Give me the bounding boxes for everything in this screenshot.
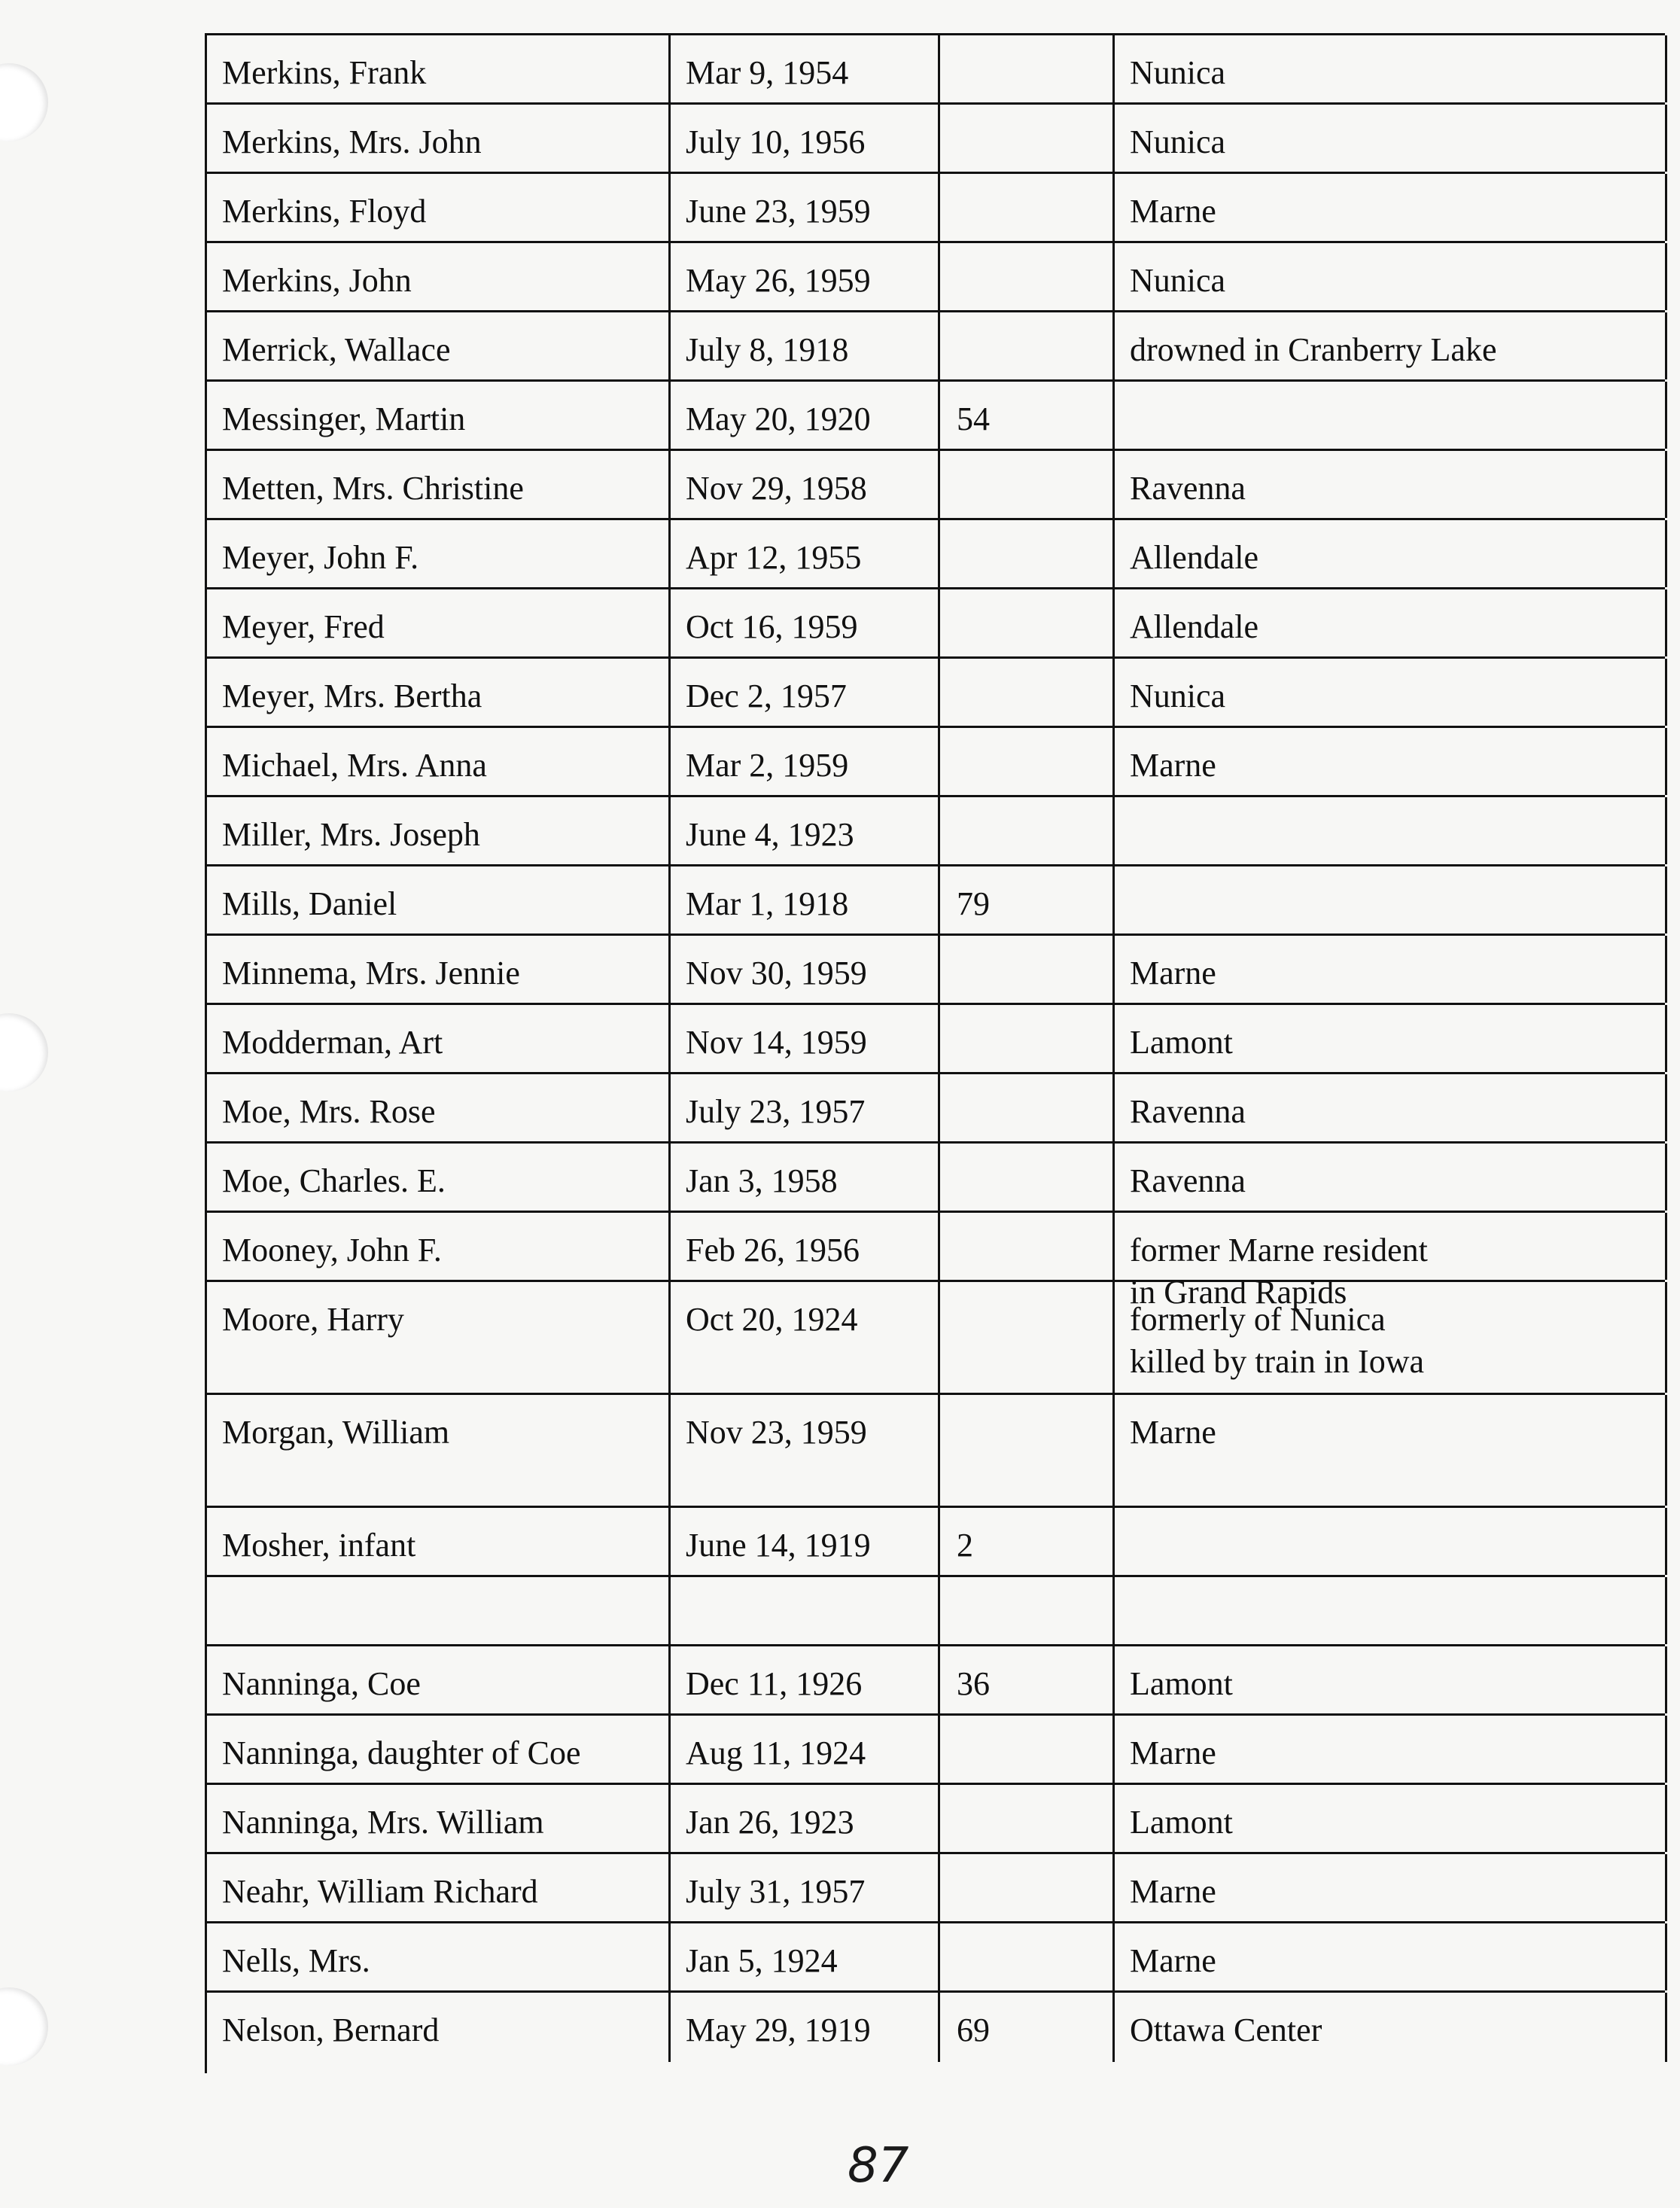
date-cell: June 23, 1959 [671,174,940,241]
table-row [207,866,1665,936]
table-row [207,936,1665,1005]
table-row [207,1577,1665,1646]
table-row [207,659,1665,728]
punch-hole-bottom [0,1987,48,2066]
place-cell: drowned in Cranberry Lake [1115,312,1667,379]
name-cell: Minnema, Mrs. Jennie [207,936,671,1003]
table-row [207,589,1665,659]
obituary-table [205,33,1665,2073]
place-cell: Marne [1115,1854,1667,1921]
date-cell: May 26, 1959 [671,243,940,310]
place-cell: Marne [1115,1923,1667,1990]
age-cell [940,1144,1115,1211]
age-cell: 69 [940,1993,1115,2062]
name-cell: Miller, Mrs. Joseph [207,797,671,864]
place-cell: Nunica [1115,35,1667,102]
age-cell [940,35,1115,102]
place-cell: Ravenna [1115,1144,1667,1211]
place-cell: Nunica [1115,659,1667,726]
table-row [207,1508,1665,1577]
date-cell: Jan 5, 1924 [671,1923,940,1990]
date-cell: June 14, 1919 [671,1508,940,1575]
date-cell: July 10, 1956 [671,105,940,172]
age-cell [940,728,1115,795]
name-cell: Nells, Mrs. [207,1923,671,1990]
age-cell [940,1395,1115,1506]
date-cell: Jan 26, 1923 [671,1785,940,1852]
age-cell [940,1923,1115,1990]
name-cell: Morgan, William [207,1395,671,1506]
name-cell: Nanninga, Mrs. William [207,1785,671,1852]
date-cell: May 29, 1919 [671,1993,940,2062]
name-cell: Michael, Mrs. Anna [207,728,671,795]
date-cell: Nov 30, 1959 [671,936,940,1003]
date-cell: Nov 29, 1958 [671,451,940,518]
date-cell: June 4, 1923 [671,797,940,864]
table-row [207,35,1665,105]
place-cell [1115,797,1667,864]
table-row [207,1646,1665,1716]
age-cell [940,105,1115,172]
place-cell: Ravenna [1115,451,1667,518]
place-cell [1115,1577,1667,1644]
table-row [207,382,1665,451]
table-row [207,1923,1665,1993]
name-cell: Meyer, John F. [207,520,671,587]
age-cell: 2 [940,1508,1115,1575]
age-cell [940,1282,1115,1393]
age-cell [940,451,1115,518]
table-row [207,1213,1665,1311]
date-cell: Nov 14, 1959 [671,1005,940,1072]
age-cell [940,1005,1115,1072]
table-row [207,520,1665,589]
date-cell: Mar 1, 1918 [671,866,940,933]
table-row [207,1074,1665,1144]
name-cell: Neahr, William Richard [207,1854,671,1921]
age-cell [940,936,1115,1003]
page-number: 87 [848,2138,909,2194]
name-cell: Mills, Daniel [207,866,671,933]
age-cell [940,1854,1115,1921]
date-cell: May 20, 1920 [671,382,940,449]
place-cell: former Marne resident in Grand Rapids [1115,1213,1667,1280]
age-cell: 36 [940,1646,1115,1713]
date-cell: July 23, 1957 [671,1074,940,1141]
table-row [207,1005,1665,1074]
name-cell: Metten, Mrs. Christine [207,451,671,518]
date-cell: Mar 9, 1954 [671,35,940,102]
place-cell: Allendale [1115,589,1667,656]
place-cell: Nunica [1115,243,1667,310]
age-cell [940,520,1115,587]
place-cell: formerly of Nunica killed by train in Iowa [1115,1282,1667,1393]
place-cell: Allendale [1115,520,1667,587]
age-cell [940,797,1115,864]
place-cell: Ottawa Center [1115,1993,1667,2062]
place-cell [1115,382,1667,449]
name-cell: Moe, Mrs. Rose [207,1074,671,1141]
place-cell: Nunica [1115,105,1667,172]
table-row [207,312,1665,382]
name-cell: Moe, Charles. E. [207,1144,671,1211]
place-cell: Marne [1115,1395,1667,1506]
place-cell [1115,866,1667,933]
age-cell [940,243,1115,310]
name-cell: Meyer, Fred [207,589,671,656]
place-cell [1115,1508,1667,1575]
place-cell: Ravenna [1115,1074,1667,1141]
table-row [207,797,1665,866]
date-cell: Oct 16, 1959 [671,589,940,656]
place-cell: Lamont [1115,1005,1667,1072]
date-cell: Dec 11, 1926 [671,1646,940,1713]
age-cell [940,1074,1115,1141]
table-row [207,1395,1665,1508]
date-cell: Oct 20, 1924 [671,1282,940,1393]
age-cell [940,312,1115,379]
place-cell: Lamont [1115,1785,1667,1852]
age-cell [940,659,1115,726]
name-cell: Nanninga, Coe [207,1646,671,1713]
name-cell: Merkins, John [207,243,671,310]
date-cell: Nov 23, 1959 [671,1395,940,1506]
date-cell: Aug 11, 1924 [671,1716,940,1783]
age-cell [940,1213,1115,1280]
name-cell: Moore, Harry [207,1282,671,1393]
table-row [207,728,1665,797]
table-row [207,174,1665,243]
table-row [207,105,1665,174]
date-cell [671,1577,940,1644]
date-cell: Feb 26, 1956 [671,1213,940,1280]
name-cell: Meyer, Mrs. Bertha [207,659,671,726]
table-row [207,1144,1665,1213]
age-cell: 54 [940,382,1115,449]
place-cell: Lamont [1115,1646,1667,1713]
punch-hole-top [0,63,48,142]
date-cell: Apr 12, 1955 [671,520,940,587]
place-cell: Marne [1115,174,1667,241]
name-cell: Messinger, Martin [207,382,671,449]
age-cell [940,1785,1115,1852]
place-cell: Marne [1115,936,1667,1003]
table-row [207,451,1665,520]
place-cell: Marne [1115,1716,1667,1783]
date-cell: Dec 2, 1957 [671,659,940,726]
age-cell [940,1716,1115,1783]
name-cell: Modderman, Art [207,1005,671,1072]
date-cell: July 31, 1957 [671,1854,940,1921]
name-cell: Nanninga, daughter of Coe [207,1716,671,1783]
age-cell [940,589,1115,656]
table-row [207,1716,1665,1785]
name-cell: Nelson, Bernard [207,1993,671,2062]
table-row [207,1993,1665,2062]
date-cell: Mar 2, 1959 [671,728,940,795]
name-cell: Mosher, infant [207,1508,671,1575]
age-cell: 79 [940,866,1115,933]
date-cell: Jan 3, 1958 [671,1144,940,1211]
table-row [207,1282,1665,1395]
place-cell: Marne [1115,728,1667,795]
punch-hole-middle [0,1013,48,1092]
name-cell: Merkins, Frank [207,35,671,102]
name-cell [207,1577,671,1644]
name-cell: Merrick, Wallace [207,312,671,379]
age-cell [940,174,1115,241]
name-cell: Merkins, Mrs. John [207,105,671,172]
date-cell: July 8, 1918 [671,312,940,379]
table-row [207,1854,1665,1923]
name-cell: Mooney, John F. [207,1213,671,1280]
table-row [207,1785,1665,1854]
name-cell: Merkins, Floyd [207,174,671,241]
age-cell [940,1577,1115,1644]
table-row [207,243,1665,312]
